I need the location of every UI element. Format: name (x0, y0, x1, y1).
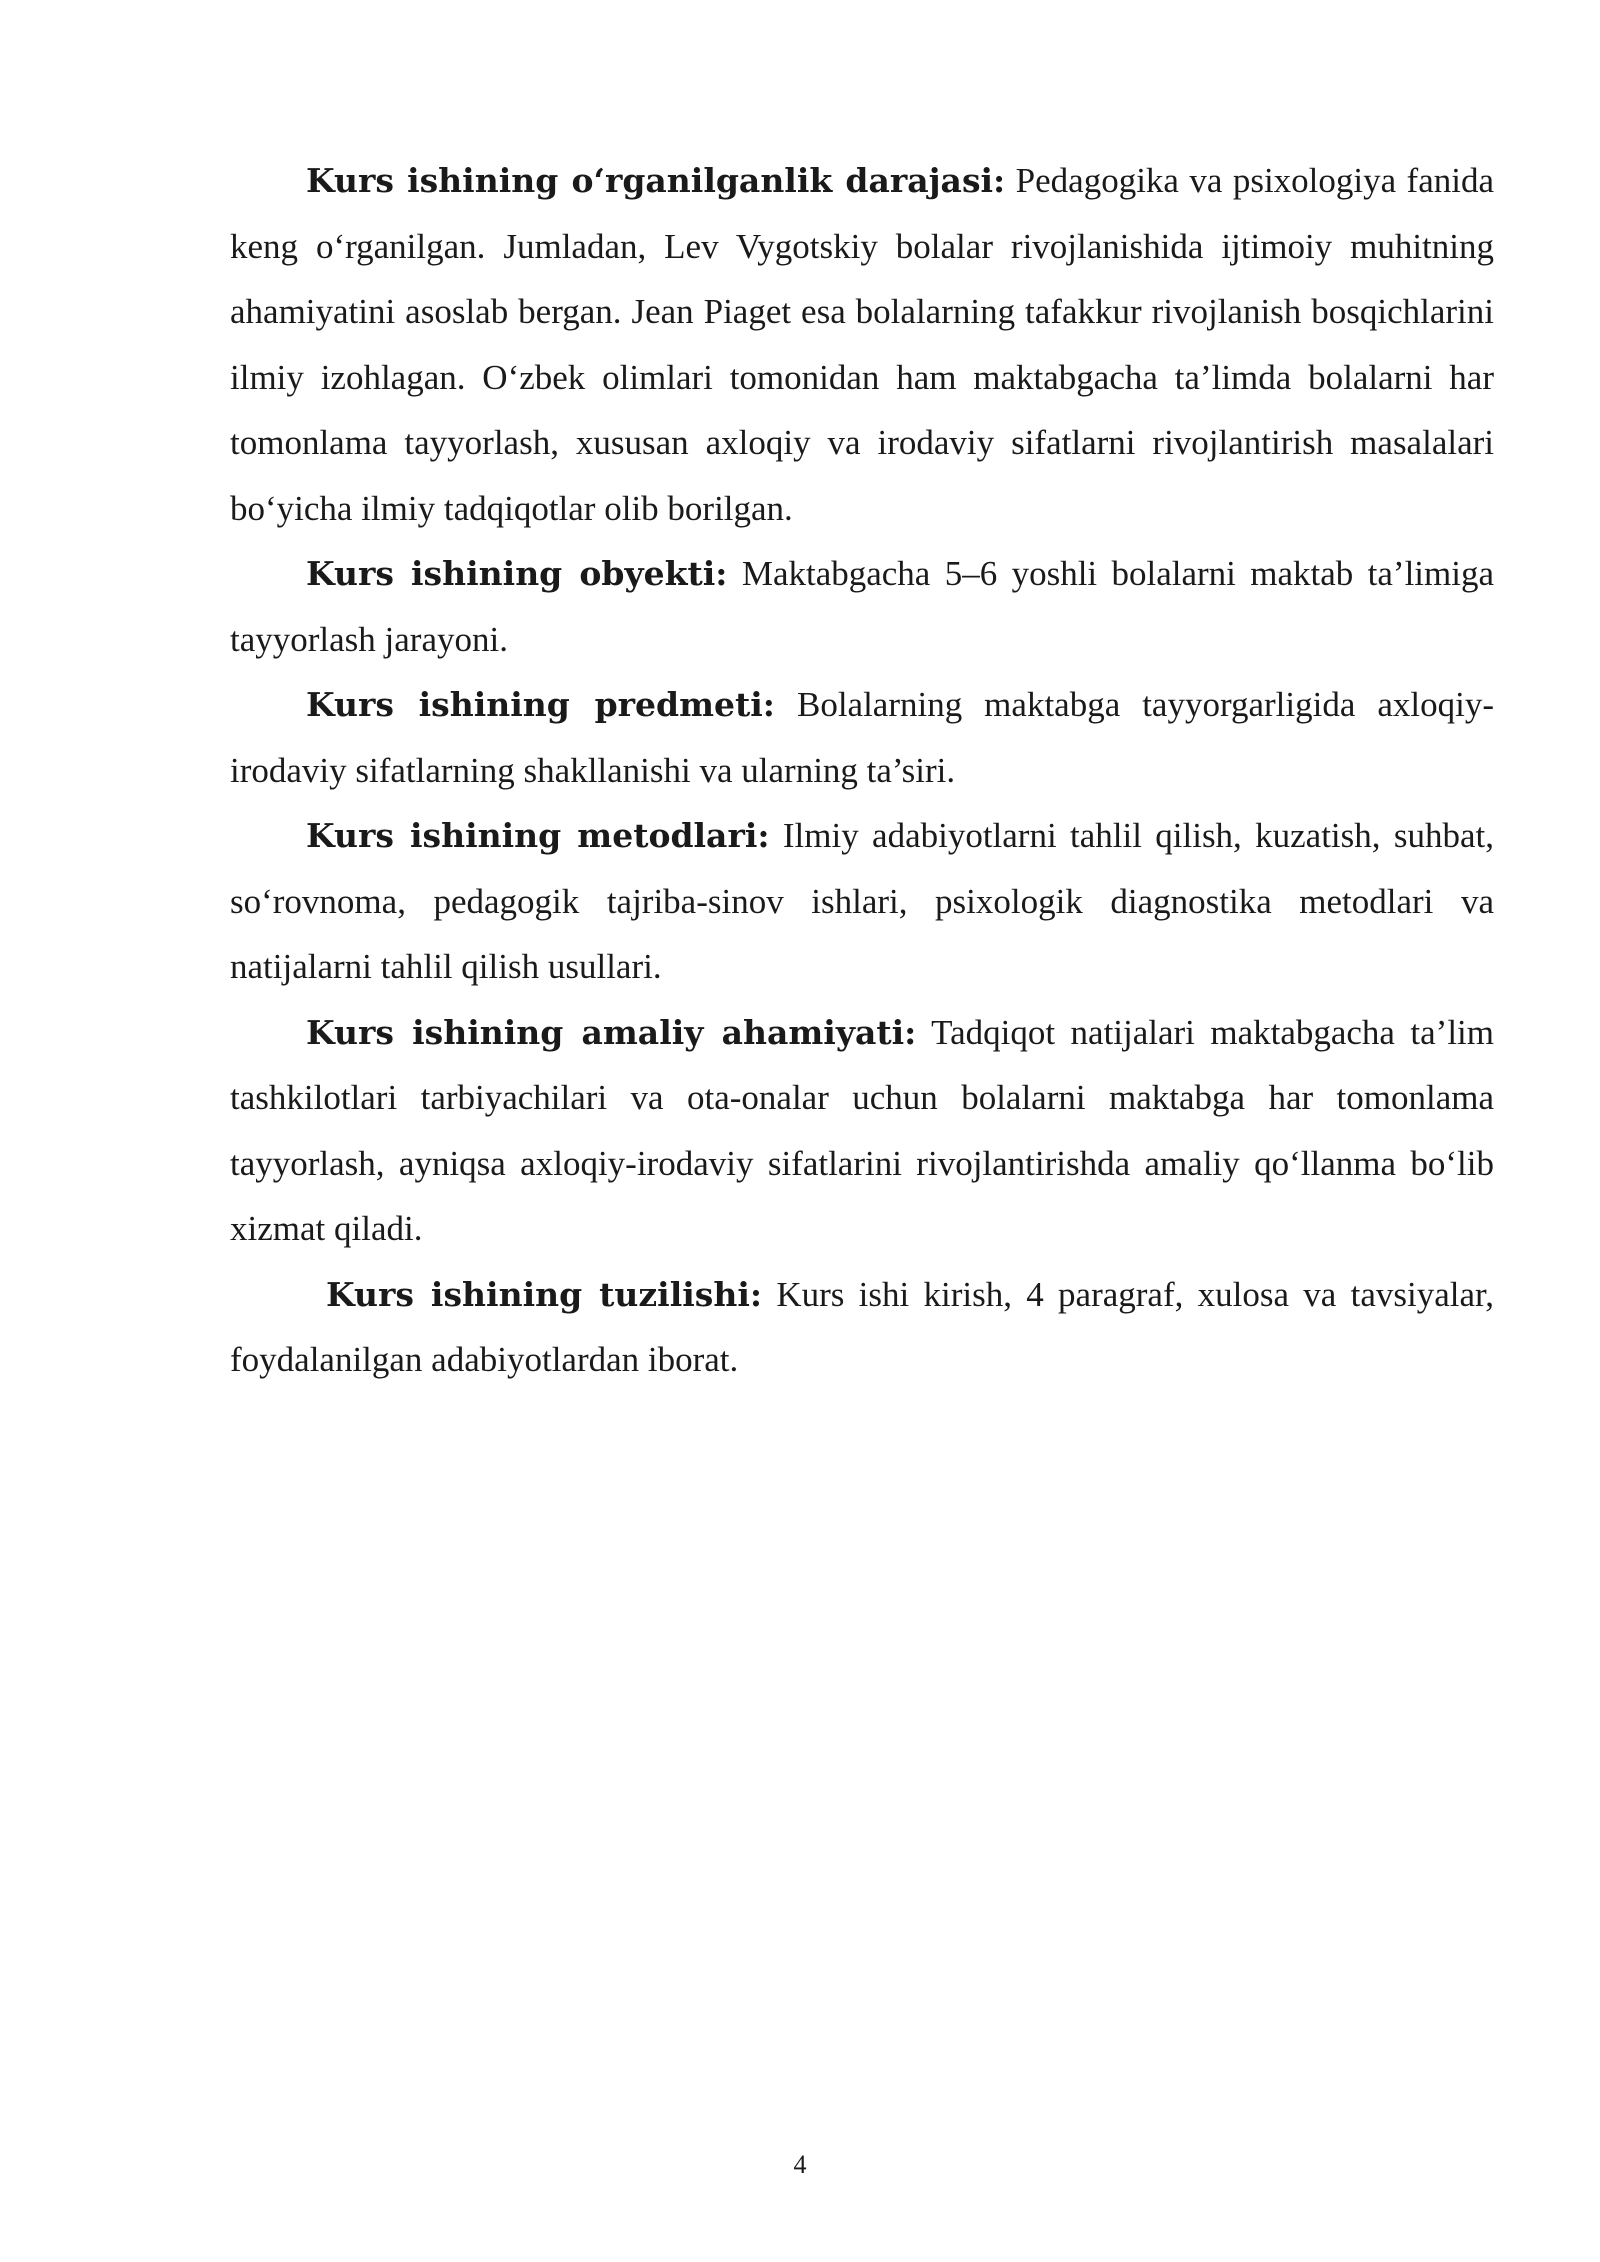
paragraph-heading: Kurs ishining amaliy ahamiyati: (306, 1012, 917, 1052)
paragraph-tuzilishi (230, 1262, 1494, 1393)
paragraph-text: Kurs ishi kirish, 4 paragraf, xulosa va tavsiyalar, foydalanilgan adabiyotlardan iborat. (230, 1274, 1494, 1379)
paragraph-heading: Kurs ishining metodlari: (306, 816, 770, 855)
paragraph-organilganlik-darajasi (230, 148, 1494, 541)
paragraph-metodlari (230, 803, 1494, 1000)
document-page (230, 148, 1494, 1393)
paragraph-predmeti (230, 672, 1494, 803)
paragraph-text: Bolalarning maktabga tayyorgarligida axloqiy-irodaviy sifatlarning shakllanishi va ularning ta’siri. (230, 685, 1494, 790)
paragraph-obyekti (230, 541, 1494, 672)
paragraph-heading: Kurs ishining obyekti: (306, 554, 728, 593)
paragraph-heading: Kurs ishining o‘rganilganlik darajasi: (306, 161, 1006, 200)
paragraph-heading: Kurs ishining tuzilishi: (326, 1274, 763, 1314)
paragraph-text: Pedagogika va psixologiya fanida keng o‘rganilgan. Jumladan, Lev Vygotskiy bolalar rivojlanishida ijtimoiy muhitning ahamiyatini asoslab bergan. Jean Piaget esa bolalarning tafakkur rivojlanish bosqichlarini ilmiy izohlagan. O‘zbek olimlari tomonidan ham maktabgacha ta’limda bolalarni har tomonlama tayyorlash, xususan axloqiy va irodaviy sifatlarni rivojlantirish masalalari bo‘yicha ilmiy tadqiqotlar olib borilgan. (230, 161, 1495, 528)
paragraph-text: Ilmiy adabiyotlarni tahlil qilish, kuzatish, suhbat, so‘rovnoma, pedagogik tajriba-sinov ishlari, psixologik diagnostika metodlari va natijalarni tahlil qilish usullari. (230, 816, 1494, 986)
paragraph-heading: Kurs ishining predmeti: (306, 685, 775, 724)
paragraph-amaliy-ahamiyati (230, 1000, 1494, 1262)
paragraph-text: Tadqiqot natijalari maktabgacha ta’lim tashkilotlari tarbiyachilari va ota-onalar uchun bolalarni maktabga har tomonlama tayyorlash, ayniqsa axloqiy-irodaviy sifatlarini rivojlantirishda amaliy qo‘llanma bo‘lib xizmat qiladi. (230, 1012, 1494, 1248)
page-number: 4 (793, 2150, 807, 2179)
paragraph-text: Maktabgacha 5–6 yoshli bolalarni maktab ta’limiga tayyorlash jarayoni. (230, 554, 1495, 659)
